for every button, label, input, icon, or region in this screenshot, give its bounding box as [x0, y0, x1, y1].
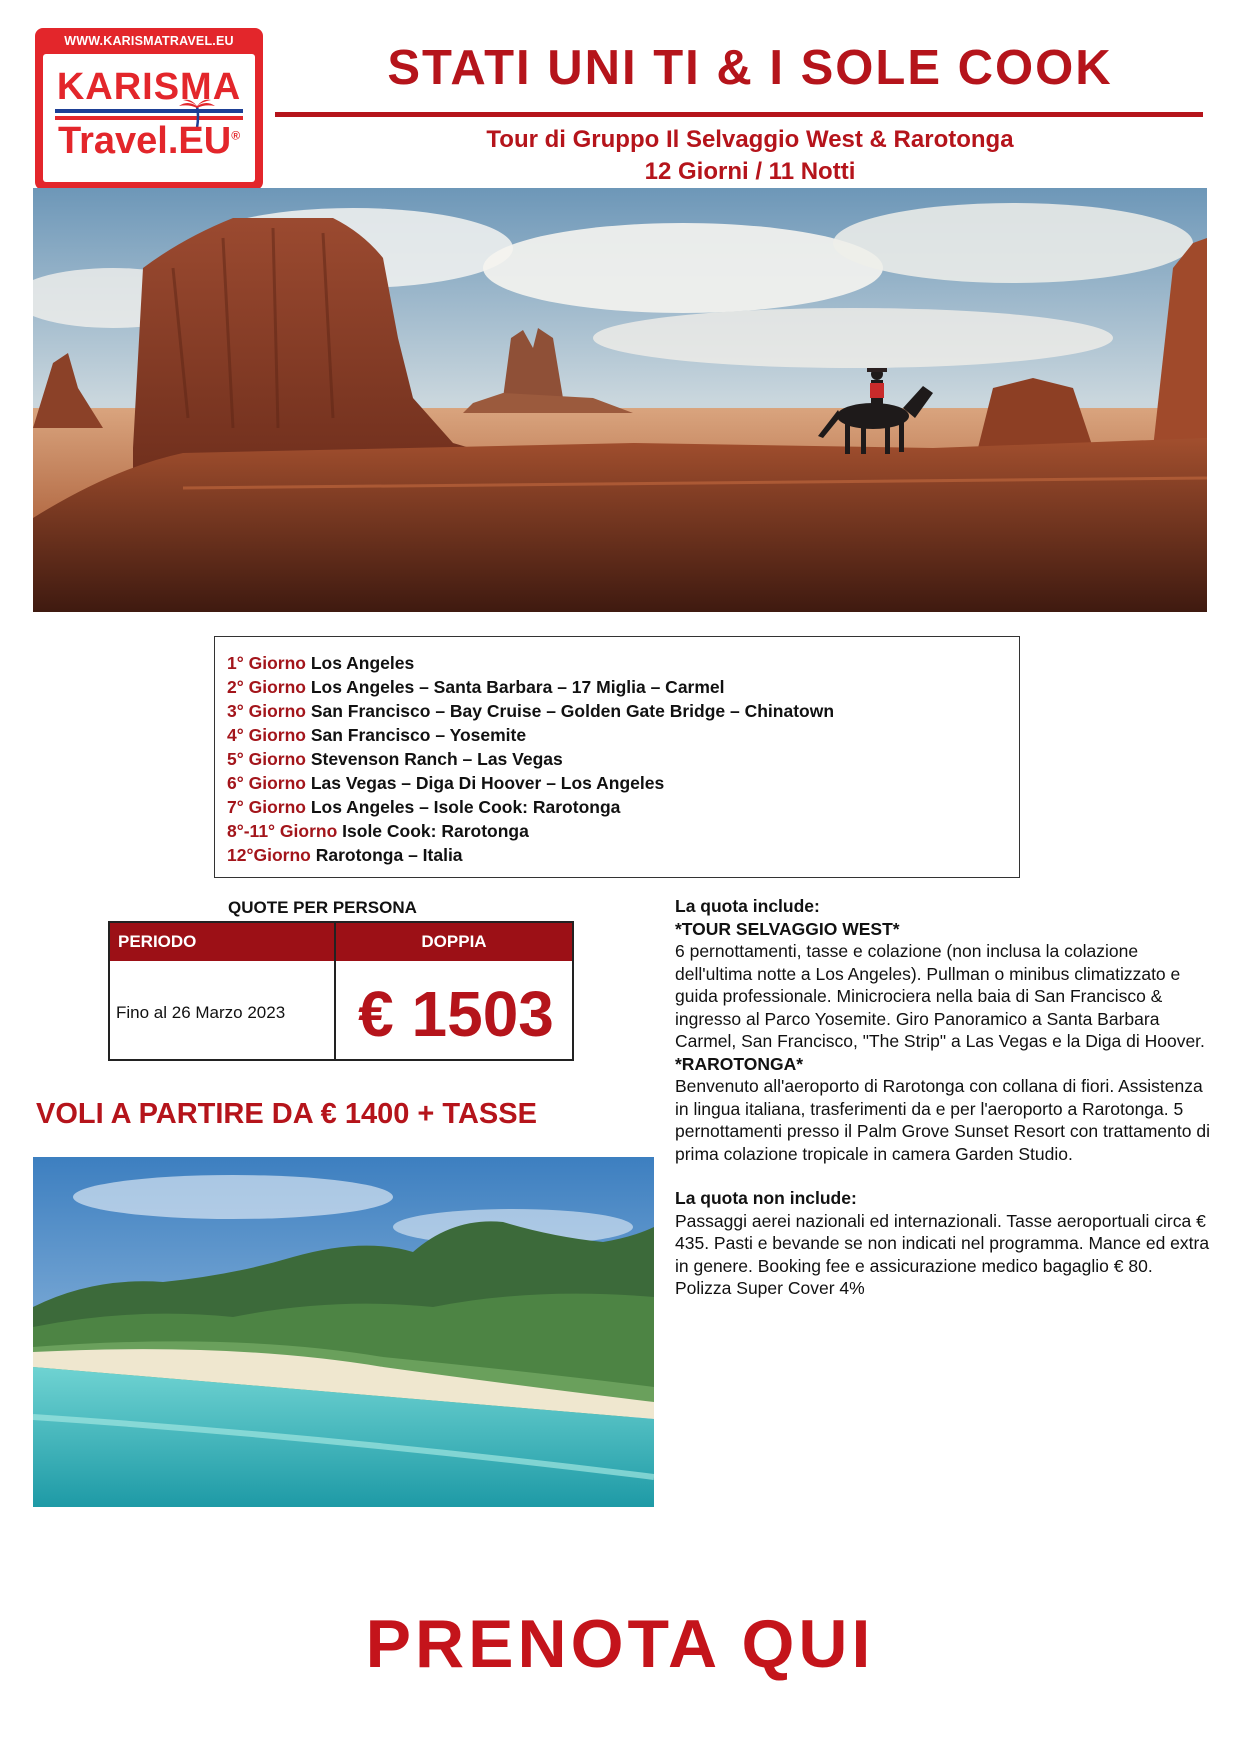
subtitle-line-2: 12 Giorni / 11 Notti — [644, 158, 856, 185]
itinerary-day — [227, 795, 1019, 819]
rarotonga-text: Benvenuto all'aeroporto di Rarotonga con collana di fiori. Assistenza in lingua italiana, trasferimenti da e per l'aeroporto a Rarotonga. 5 pernottamenti presso il Palm Grove Sunset Resort con trattamento di prima colazione tropicale in camera Garden Studio. — [675, 1076, 1210, 1164]
quote-label: QUOTE PER PERSONA — [228, 898, 417, 917]
tour-heading: *TOUR SELVAGGIO WEST* — [675, 918, 900, 939]
price-table — [108, 921, 574, 1061]
includes-heading: La quota include: — [675, 896, 820, 916]
day-label: 12°Giorno — [227, 845, 311, 865]
excludes-text: Passaggi aerei nazionali ed internazionali. Tasse aeroportuali circa € 435. Pasti e bevande se non indicati nel programma. Mance ed extra in genere. Booking fee e assicurazione medico bagaglio € 80. Polizza Super Cover 4% — [675, 1210, 1210, 1298]
itinerary-day — [227, 771, 1019, 795]
day-label: 5° Giorno — [227, 749, 306, 769]
flights-note: VOLI A PARTIRE DA € 1400 + TASSE — [36, 1098, 537, 1130]
itinerary-box — [214, 636, 1020, 878]
day-label: 7° Giorno — [227, 797, 306, 817]
island-photo — [33, 1157, 654, 1507]
itinerary-day — [227, 819, 1019, 843]
logo-panel — [43, 54, 255, 182]
day-route: Los Angeles – Santa Barbara – 17 Miglia – Carmel — [310, 677, 725, 697]
logo-url: WWW.KARISMATRAVEL.EU — [64, 34, 234, 48]
day-route: Los Angeles — [310, 653, 415, 673]
day-label: 2° Giorno — [227, 677, 306, 697]
rarotonga-heading: *RAROTONGA* — [675, 1053, 804, 1074]
tour-text: 6 pernottamenti, tasse e colazione (non inclusa la colazione dell'ultima notte a Los Angeles). Pullman o minibus climatizzato e guida professionale. Minicrociera nella baia di San Francisco & ingresso al Parco Yosemite. Giro Panoramico a Santa Barbara Carmel, San Francisco, "The Strip" a Las Vegas e la Diga di Hoover. — [675, 941, 1205, 1051]
logo-sub: Travel.EU® — [57, 120, 241, 162]
subtitle-line-1: Tour di Gruppo Il Selvaggio West & Rarotonga — [486, 126, 1014, 153]
tour-subtitle — [275, 124, 1225, 188]
day-route: San Francisco – Bay Cruise – Golden Gate Bridge – Chinatown — [310, 701, 835, 721]
book-now-link[interactable]: PRENOTA QUI — [365, 1606, 875, 1682]
page-title: STATI UNI TI & I SOLE COOK — [387, 41, 1113, 95]
desert-landscape-image — [33, 188, 1207, 612]
title-divider — [275, 112, 1203, 117]
itinerary-day — [227, 675, 1019, 699]
day-label: 1° Giorno — [227, 653, 306, 673]
col-header-period: PERIODO — [110, 923, 334, 961]
itinerary-day — [227, 699, 1019, 723]
itinerary-day — [227, 651, 1019, 675]
day-label: 6° Giorno — [227, 773, 306, 793]
day-label: 8°-11° Giorno — [227, 821, 338, 841]
itinerary-day — [227, 747, 1019, 771]
day-label: 4° Giorno — [227, 725, 306, 745]
hero-desert-photo — [33, 188, 1207, 612]
day-route: Rarotonga – Italia — [315, 845, 463, 865]
karisma-logo[interactable] — [35, 28, 263, 190]
includes-section — [675, 895, 1210, 1300]
rarotonga-aerial-image — [33, 1157, 654, 1507]
excludes-heading: La quota non include: — [675, 1188, 857, 1208]
price-cell: € 1503 — [358, 978, 554, 1050]
period-cell: Fino al 26 Marzo 2023 — [116, 1003, 286, 1022]
day-route: Stevenson Ranch – Las Vegas — [310, 749, 563, 769]
col-header-double: DOPPIA — [336, 923, 572, 961]
day-route: Isole Cook: Rarotonga — [342, 821, 529, 841]
day-route: Las Vegas – Diga Di Hoover – Los Angeles — [310, 773, 665, 793]
itinerary-day — [227, 723, 1019, 747]
spacer — [675, 1165, 1210, 1187]
day-route: Los Angeles – Isole Cook: Rarotonga — [310, 797, 621, 817]
table-divider — [334, 923, 336, 1059]
day-label: 3° Giorno — [227, 701, 306, 721]
logo-brand: KARISMA — [56, 66, 242, 108]
day-route: San Francisco – Yosemite — [310, 725, 527, 745]
itinerary-day — [227, 843, 1019, 867]
